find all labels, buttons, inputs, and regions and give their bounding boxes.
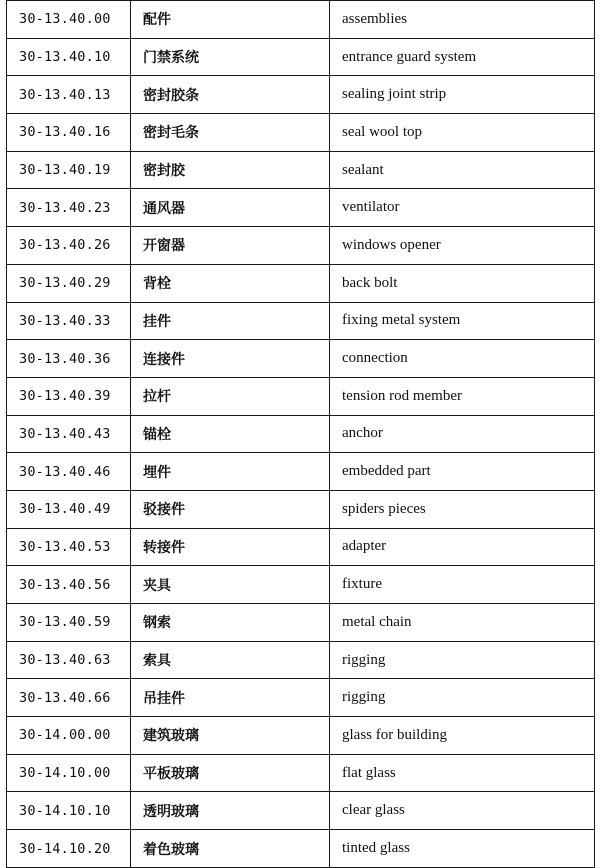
code-cell: 30-13.40.39	[7, 377, 131, 415]
english-term-cell: spiders pieces	[330, 490, 595, 528]
chinese-term-cell: 连接件	[131, 340, 330, 378]
code-cell: 30-14.00.00	[7, 717, 131, 755]
english-term-cell: clear glass	[330, 792, 595, 830]
table-row	[7, 604, 595, 642]
table-row	[7, 679, 595, 717]
chinese-term-cell: 锚栓	[131, 415, 330, 453]
english-term-cell: tinted glass	[330, 830, 595, 868]
chinese-term-cell: 拉杆	[131, 377, 330, 415]
table-row	[7, 189, 595, 227]
table-row	[7, 264, 595, 302]
chinese-term-cell: 平板玻璃	[131, 754, 330, 792]
english-term-cell: ventilator	[330, 189, 595, 227]
english-term-cell: back bolt	[330, 264, 595, 302]
terms-table	[6, 0, 595, 868]
english-term-cell: tension rod member	[330, 377, 595, 415]
table-row	[7, 792, 595, 830]
code-cell: 30-13.40.63	[7, 641, 131, 679]
english-term-cell: assemblies	[330, 1, 595, 39]
table-row	[7, 717, 595, 755]
chinese-term-cell: 门禁系统	[131, 38, 330, 76]
chinese-term-cell: 索具	[131, 641, 330, 679]
code-cell: 30-13.40.33	[7, 302, 131, 340]
code-cell: 30-13.40.49	[7, 490, 131, 528]
code-cell: 30-14.10.00	[7, 754, 131, 792]
table-row	[7, 340, 595, 378]
code-cell: 30-13.40.29	[7, 264, 131, 302]
chinese-term-cell: 夹具	[131, 566, 330, 604]
chinese-term-cell: 挂件	[131, 302, 330, 340]
code-cell: 30-13.40.36	[7, 340, 131, 378]
chinese-term-cell: 开窗器	[131, 227, 330, 265]
code-cell: 30-13.40.10	[7, 38, 131, 76]
chinese-term-cell: 钢索	[131, 604, 330, 642]
table-row	[7, 38, 595, 76]
table-row	[7, 566, 595, 604]
code-cell: 30-13.40.13	[7, 76, 131, 114]
table-row	[7, 227, 595, 265]
english-term-cell: embedded part	[330, 453, 595, 491]
code-cell: 30-13.40.43	[7, 415, 131, 453]
code-cell: 30-13.40.46	[7, 453, 131, 491]
chinese-term-cell: 驳接件	[131, 490, 330, 528]
english-term-cell: entrance guard system	[330, 38, 595, 76]
terms-table-body	[7, 1, 595, 868]
english-term-cell: anchor	[330, 415, 595, 453]
english-term-cell: metal chain	[330, 604, 595, 642]
code-cell: 30-13.40.19	[7, 151, 131, 189]
english-term-cell: adapter	[330, 528, 595, 566]
code-cell: 30-14.10.10	[7, 792, 131, 830]
english-term-cell: fixture	[330, 566, 595, 604]
chinese-term-cell: 建筑玻璃	[131, 717, 330, 755]
code-cell: 30-13.40.00	[7, 1, 131, 39]
code-cell: 30-13.40.53	[7, 528, 131, 566]
chinese-term-cell: 吊挂件	[131, 679, 330, 717]
english-term-cell: fixing metal system	[330, 302, 595, 340]
table-row	[7, 528, 595, 566]
code-cell: 30-13.40.16	[7, 114, 131, 152]
table-row	[7, 114, 595, 152]
table-row	[7, 830, 595, 868]
chinese-term-cell: 密封毛条	[131, 114, 330, 152]
english-term-cell: sealing joint strip	[330, 76, 595, 114]
english-term-cell: connection	[330, 340, 595, 378]
chinese-term-cell: 密封胶	[131, 151, 330, 189]
table-row	[7, 415, 595, 453]
table-row	[7, 302, 595, 340]
english-term-cell: windows opener	[330, 227, 595, 265]
chinese-term-cell: 背栓	[131, 264, 330, 302]
table-row	[7, 754, 595, 792]
table-row	[7, 1, 595, 39]
chinese-term-cell: 转接件	[131, 528, 330, 566]
code-cell: 30-13.40.59	[7, 604, 131, 642]
code-cell: 30-13.40.56	[7, 566, 131, 604]
english-term-cell: seal wool top	[330, 114, 595, 152]
table-row	[7, 490, 595, 528]
chinese-term-cell: 密封胶条	[131, 76, 330, 114]
code-cell: 30-13.40.23	[7, 189, 131, 227]
chinese-term-cell: 着色玻璃	[131, 830, 330, 868]
chinese-term-cell: 透明玻璃	[131, 792, 330, 830]
code-cell: 30-13.40.66	[7, 679, 131, 717]
code-cell: 30-14.10.20	[7, 830, 131, 868]
table-row	[7, 151, 595, 189]
chinese-term-cell: 埋件	[131, 453, 330, 491]
english-term-cell: flat glass	[330, 754, 595, 792]
code-cell: 30-13.40.26	[7, 227, 131, 265]
table-row	[7, 453, 595, 491]
english-term-cell: glass for building	[330, 717, 595, 755]
chinese-term-cell: 配件	[131, 1, 330, 39]
table-row	[7, 641, 595, 679]
table-row	[7, 377, 595, 415]
english-term-cell: sealant	[330, 151, 595, 189]
english-term-cell: rigging	[330, 679, 595, 717]
chinese-term-cell: 通风器	[131, 189, 330, 227]
english-term-cell: rigging	[330, 641, 595, 679]
table-row	[7, 76, 595, 114]
